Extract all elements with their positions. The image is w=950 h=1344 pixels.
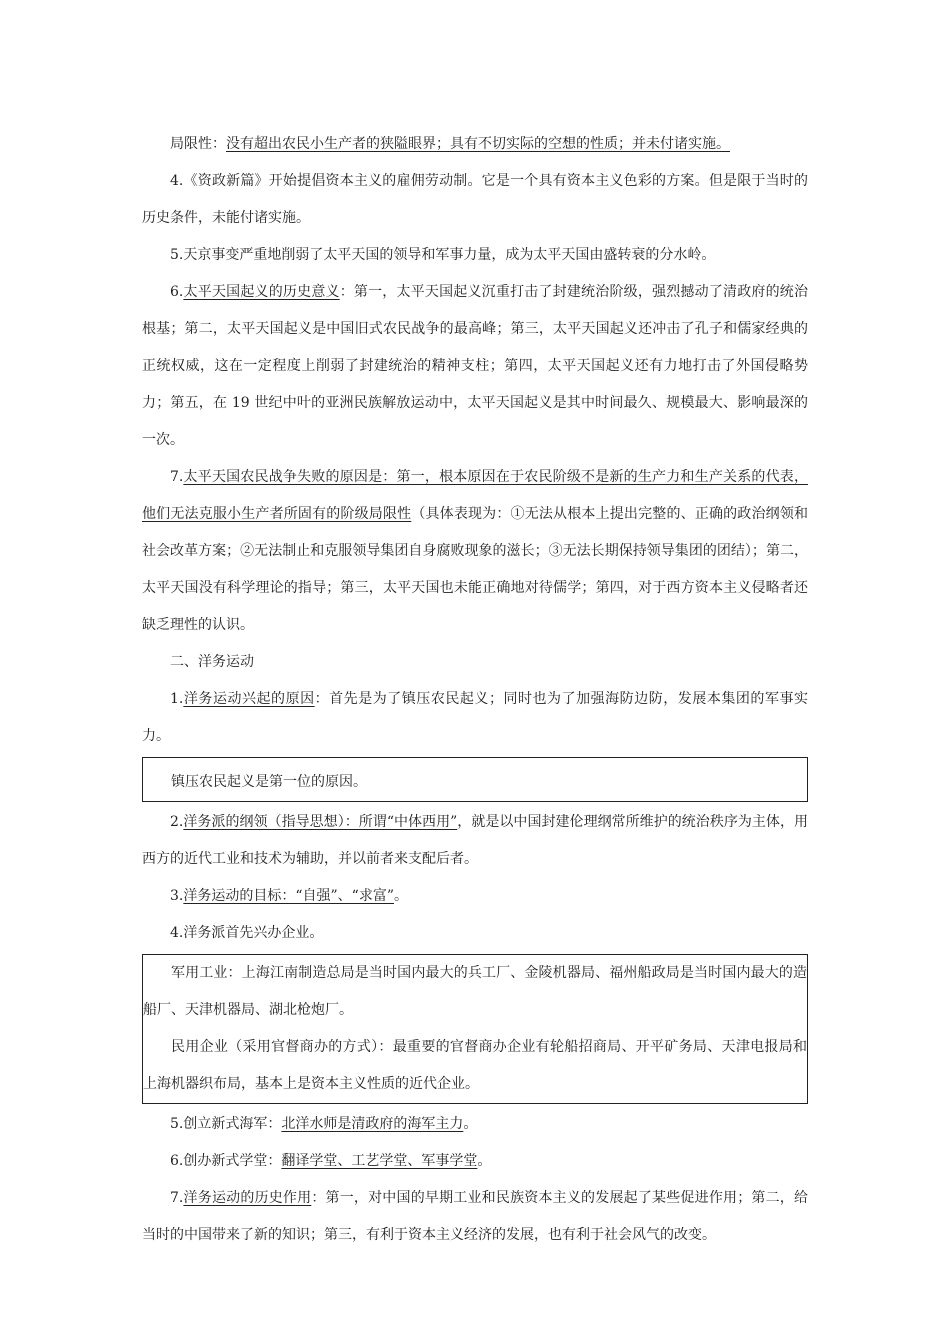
item-number: 6.	[170, 1153, 184, 1169]
new-navy-lead: 创立新式海军：	[183, 1116, 282, 1132]
paragraph-westernization-program	[142, 804, 808, 878]
westernization-role-text: ：第一，对中国的早期工业和民族资本主义的发展起了某些促进作用；第二，给当时的中国带来了新的知识；第三，有利于资本主义经济的发展，也有利于社会风气的改变。	[142, 1190, 809, 1243]
new-schools-underlined: 翻译学堂、工艺学堂、军事学堂	[281, 1153, 478, 1169]
item-number: 5.	[170, 1116, 184, 1132]
note-military-industry: 军用工业：上海江南制造总局是当时国内最大的兵工厂、金陵机器局、福州船政局是当时国内最大的造船厂、天津机器局、湖北枪炮厂。	[143, 965, 807, 1018]
item-number: 7.	[170, 469, 184, 485]
note-civilian-enterprises: 民用企业（采用官督商办的方式）：最重要的官督商办企业有轮船招商局、开平矿务局、天津电报局和上海机器织布局，基本上是资本主义性质的近代企业。	[143, 1039, 807, 1092]
westernization-cause-heading: 洋务运动兴起的原因	[183, 691, 315, 707]
new-navy-end: 。	[463, 1116, 478, 1132]
paragraph-taiping-significance	[142, 274, 808, 459]
new-navy-underlined: 北洋水师是清政府的海军主力	[281, 1116, 464, 1132]
paragraph-enterprises: 4.洋务派首先兴办企业。	[170, 925, 324, 941]
item-number: 7.	[170, 1190, 184, 1206]
paragraph-tianjing-incident: 5.天京事变严重地削弱了太平天国的领导和军事力量，成为太平天国由盛转衰的分水岭。	[170, 247, 716, 263]
westernization-program-text: ，就是以中国封建伦理纲常所维护的统治秩序为主体，用西方的近代工业和技术为辅助，并以前者来支配后者。	[142, 814, 808, 867]
paragraph-new-schools	[142, 1143, 808, 1180]
item-number: 6.	[170, 284, 184, 300]
item-number: 2.	[170, 814, 184, 830]
taiping-failure-underlined: 太平天国农民战争失败的原因是：第一，根本原因在于农民阶级不是新的生产力和生产关系的代表，他们无法克服小生产者所固有的阶级局限性	[142, 469, 808, 522]
section-heading-westernization: 二、洋务运动	[170, 654, 254, 670]
taiping-failure-text: （具体表现为：①无法从根本上提出完整的、正确的政治纲领和社会改革方案；②无法制止和克服领导集团自身腐败现象的滋长；③无法长期保持领导集团的团结）；第二，太平天国没有科学理论的指导；第三，太平天国也未能正确地对待儒学；第四，对于西方资本主义侵略者还缺乏理性的认识。	[142, 506, 809, 633]
note-box-suppression	[142, 757, 808, 802]
westernization-cause-text: ：首先是为了镇压农民起义；同时也为了加强海防边防，发展本集团的军事实力。	[142, 691, 808, 744]
westernization-goal-heading: 洋务运动的目标：“自强”、“求富”	[183, 888, 394, 904]
paragraph-new-navy	[142, 1106, 808, 1143]
new-schools-end: 。	[477, 1153, 492, 1169]
westernization-goal-text: 。	[394, 888, 408, 904]
limitations-lead: 局限性：	[170, 136, 226, 152]
westernization-program-heading: 洋务派的纲领（指导思想）：所谓“中体西用”	[183, 814, 458, 830]
paragraph-westernization-cause	[142, 681, 808, 755]
item-number: 1.	[170, 691, 184, 707]
westernization-role-heading: 洋务运动的历史作用	[183, 1190, 312, 1206]
new-schools-lead: 创办新式学堂：	[183, 1153, 282, 1169]
paragraph-westernization-goal	[142, 878, 808, 915]
note-suppression-text: 镇压农民起义是第一位的原因。	[171, 774, 367, 790]
item-number: 3.	[170, 888, 184, 904]
document-body	[142, 126, 808, 1254]
paragraph-westernization-role	[142, 1180, 808, 1254]
paragraph-taiping-failure	[142, 459, 808, 644]
taiping-significance-heading: 太平天国起义的历史意义	[183, 284, 340, 300]
paragraph-limitations	[142, 126, 808, 163]
taiping-significance-text: ：第一，太平天国起义沉重打击了封建统治阶级，强烈撼动了清政府的统治根基；第二，太平天国起义是中国旧式农民战争的最高峰；第三，太平天国起义还冲击了孔子和儒家经典的正统权威，这在一定程度上削弱了封建统治的精神支柱；第四，太平天国起义还有力地打击了外国侵略势力；第五，在 19 世纪中叶的亚洲民族解放运动中，太平天国起义是其中时间最久、规模最大、影响最深的一次。	[142, 284, 809, 448]
paragraph-zizheng-xinpian: 4.《资政新篇》开始提倡资本主义的雇佣劳动制。它是一个具有资本主义色彩的方案。但是限于当时的历史条件，未能付诸实施。	[142, 173, 808, 226]
limitations-underlined: 没有超出农民小生产者的狭隘眼界；具有不切实际的空想的性质；并未付诸实施。	[226, 136, 730, 152]
note-box-enterprises	[142, 954, 808, 1104]
